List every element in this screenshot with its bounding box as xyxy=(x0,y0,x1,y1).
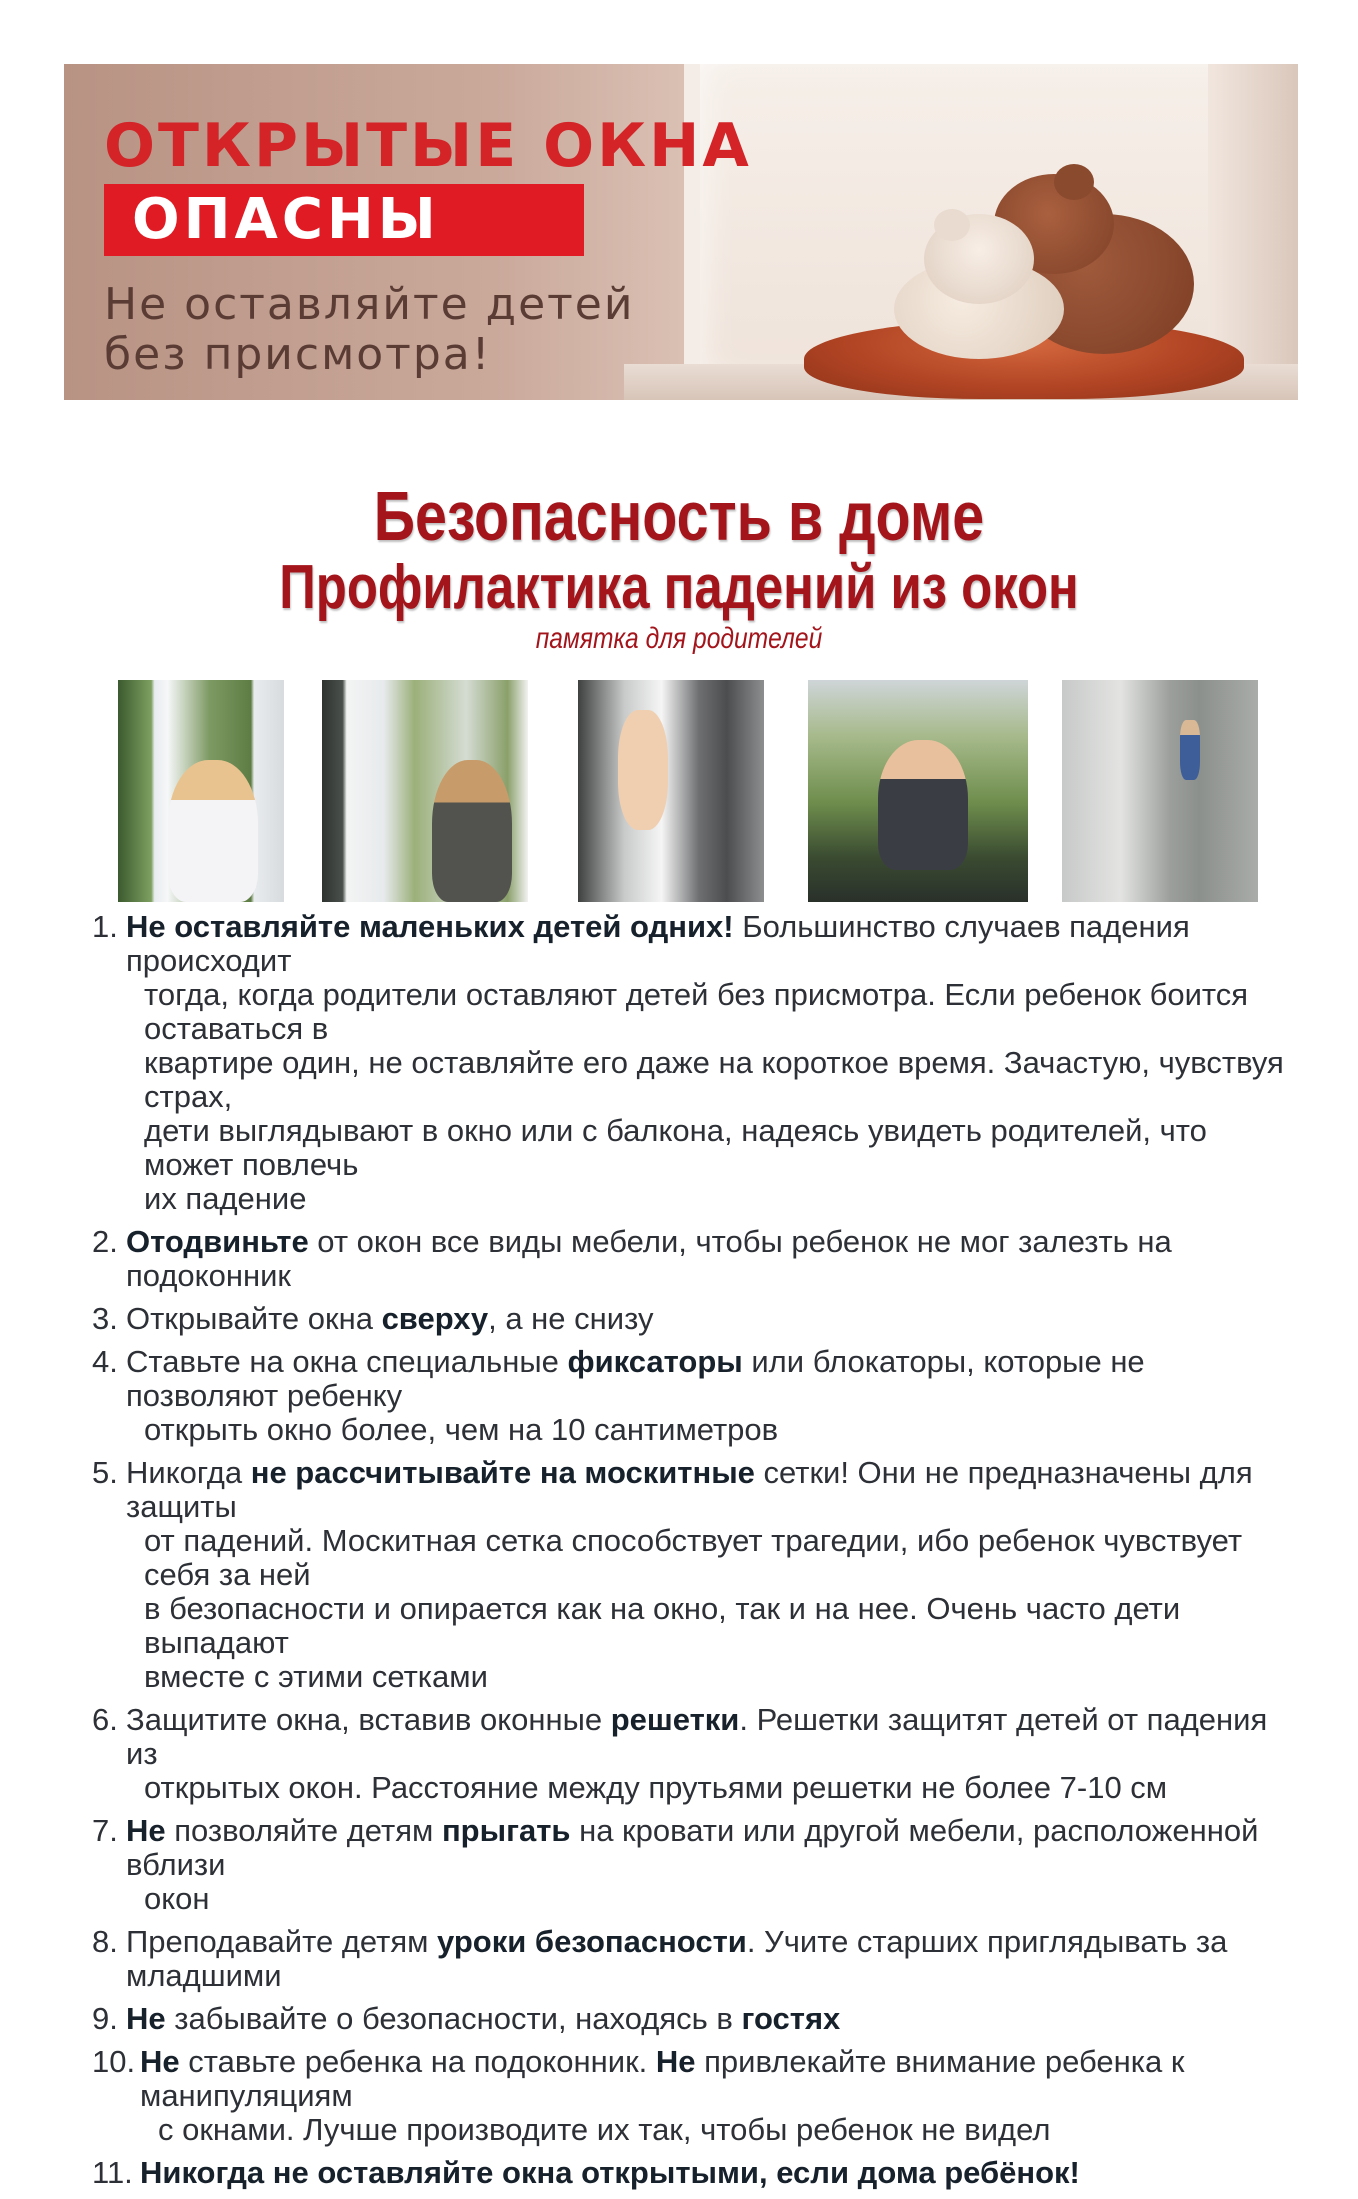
item-number: 11. xyxy=(92,2155,133,2190)
item-emphasis: Никогда не оставляйте окна открытыми, если дома ребёнок! xyxy=(140,2155,1080,2190)
item-text: Большинство случаев падения происходит xyxy=(126,909,1190,978)
warning-banner xyxy=(64,64,1298,400)
item-text: Защитите окна, вставив оконные xyxy=(126,1702,611,1737)
item-emphasis: гостях xyxy=(741,2001,841,2036)
item-text: от окон все виды мебели, чтобы ребенок не мог залезть на подоконник xyxy=(126,1224,1172,1293)
banner-title: ОТКРЫТЫЕ ОКНА xyxy=(104,111,752,181)
item-emphasis: прыгать xyxy=(441,1813,571,1848)
page-subtitle: Профилактика падений из окон xyxy=(279,553,1079,622)
item-text: дети выглядывают в окно или с балкона, надеясь увидеть родителей, что может повлечь xyxy=(144,1113,1207,1182)
item-text: . Учите старших приглядывать за младшими xyxy=(126,1924,1228,1993)
list-item xyxy=(92,1302,1292,1336)
item-emphasis: фиксаторы xyxy=(567,1344,743,1379)
item-emphasis: решетки xyxy=(610,1702,740,1737)
item-emphasis: Не xyxy=(126,1813,166,1848)
item-text: Преподавайте детям xyxy=(126,1924,438,1959)
child-hand xyxy=(618,710,668,830)
item-emphasis: уроки безопасности xyxy=(437,1924,747,1959)
teddy-bear-ear xyxy=(1054,164,1094,200)
white-bear-ear xyxy=(934,209,970,241)
list-item xyxy=(92,1925,1292,1993)
item-number: 10. xyxy=(92,2044,136,2079)
list-item xyxy=(92,1225,1292,1293)
item-text: . Решетки защитят детей от падения из xyxy=(126,1702,1268,1771)
child-figure xyxy=(432,760,512,902)
photo-child-open-window xyxy=(322,680,528,902)
banner-subtitle-line: Не оставляйте детей xyxy=(104,279,635,330)
item-emphasis: Отодвиньте xyxy=(126,1224,309,1259)
banner-badge: ОПАСНЫ xyxy=(104,184,584,256)
item-text: Открывайте окна xyxy=(126,1301,382,1336)
item-emphasis: Не xyxy=(140,2044,180,2079)
item-text: , а не снизу xyxy=(488,1301,654,1336)
list-item xyxy=(92,2002,1292,2036)
item-text: ставьте ребенка на подоконник. xyxy=(179,2044,656,2079)
item-number: 5. xyxy=(92,1455,118,1490)
item-text: в безопасности и опирается как на окно, так и на нее. Очень часто дети выпадают xyxy=(144,1591,1181,1660)
photo-child-climbing-window xyxy=(808,680,1028,902)
item-text: от падений. Москитная сетка способствует трагедии, ибо ребенок чувствует себя за ней xyxy=(144,1523,1243,1592)
item-number: 7. xyxy=(92,1813,118,1848)
item-text: квартире один, не оставляйте его даже на короткое время. Зачастую, чувствуя страх, xyxy=(144,1045,1284,1114)
item-text: их падение xyxy=(144,1181,307,1216)
item-text: позволяйте детям xyxy=(165,1813,442,1848)
item-text: тогда, когда родители оставляют детей без присмотра. Если ребенок боится оставаться в xyxy=(144,977,1249,1046)
item-number: 2. xyxy=(92,1224,118,1259)
item-text: Никогда xyxy=(126,1455,251,1490)
photo-child-on-ledge xyxy=(1062,680,1258,902)
item-number: 9. xyxy=(92,2001,118,2036)
photo-child-at-window xyxy=(118,680,284,902)
item-text: вместе с этими сетками xyxy=(144,1659,488,1694)
item-emphasis: Не оставляйте маленьких детей одних! xyxy=(126,909,734,944)
item-text: открытых окон. Расстояние между прутьями решетки не более 7-10 см xyxy=(144,1770,1168,1805)
item-text: сетки! Они не предназначены для защиты xyxy=(126,1455,1253,1524)
list-item xyxy=(92,1703,1292,1805)
memo-note: памятка для родителей xyxy=(535,622,823,655)
page-title: Безопасность в доме xyxy=(373,477,985,555)
child-figure xyxy=(1180,720,1200,780)
item-emphasis: сверху xyxy=(381,1301,489,1336)
child-figure xyxy=(168,760,258,902)
item-emphasis: Не xyxy=(126,2001,166,2036)
banner-subtitle-line: без присмотра! xyxy=(104,329,492,380)
list-item xyxy=(92,1456,1292,1694)
item-number: 4. xyxy=(92,1344,118,1379)
photo-hand-on-glass xyxy=(578,680,764,902)
item-text: Ставьте на окна специальные xyxy=(126,1344,568,1379)
item-text: открыть окно более, чем на 10 сантиметров xyxy=(144,1412,779,1447)
item-text: с окнами. Лучше производите их так, чтобы ребенок не видел xyxy=(158,2112,1051,2147)
item-text: на кровати или другой мебели, расположенной вблизи xyxy=(126,1813,1259,1882)
banner-subtitle xyxy=(104,280,824,380)
list-item xyxy=(92,2156,1292,2190)
list-item xyxy=(92,2045,1292,2147)
item-text: забывайте о безопасности, находясь в xyxy=(165,2001,742,2036)
item-text: или блокаторы, которые не позволяют ребенку xyxy=(126,1344,1145,1413)
list-item xyxy=(92,910,1292,1216)
item-emphasis: не рассчитывайте на москитные xyxy=(250,1455,755,1490)
child-figure xyxy=(878,740,968,870)
item-emphasis: Не xyxy=(655,2044,696,2079)
list-item xyxy=(92,1814,1292,1916)
item-text: окон xyxy=(144,1881,210,1916)
item-number: 1. xyxy=(92,909,118,944)
item-text: привлекайте внимание ребенка к манипуляциям xyxy=(140,2044,1185,2113)
item-number: 3. xyxy=(92,1301,118,1336)
item-number: 8. xyxy=(92,1924,118,1959)
item-number: 6. xyxy=(92,1702,118,1737)
list-item xyxy=(92,1345,1292,1447)
safety-tips-list xyxy=(92,910,1292,2199)
